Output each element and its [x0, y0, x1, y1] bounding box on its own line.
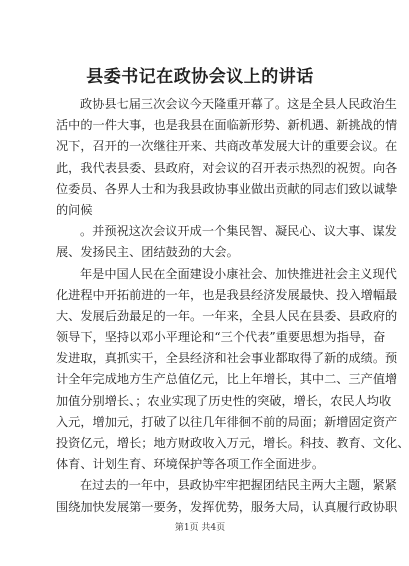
paragraph-3-line-2: 化进程中开拓前进的一年，也是我县经济发展最快、投入增幅最	[56, 287, 398, 302]
document-body	[56, 94, 409, 518]
page-number-footer: 第1页 共4页	[174, 523, 226, 533]
paragraph-1-line-6: 的问候	[56, 202, 93, 217]
paragraph-1-line-4: 此，我代表县委、县政府，对会议的召开表示热烈的祝贺。向各	[56, 160, 398, 175]
paragraph-1-line-3: 况下，召开的一次继往开来、共商改革发展大计的重要会议。在	[56, 139, 398, 154]
document-title: 县委书记在政协会议上的讲话	[86, 67, 314, 87]
paragraph-3-line-3: 大、发展后劲最足的一年。一年来，全县人民在县委、县政府的	[56, 308, 398, 323]
paragraph-3-line-5: 发进取，真抓实干，全县经济和社会事业都取得了新的成绩。预	[56, 351, 398, 366]
paragraph-4-line-1: 在过去的一年中，县政协牢牢把握团结民主两大主题，紧紧	[80, 478, 397, 493]
paragraph-4-line-2: 围绕加快发展第一要务，发挥优势，服务大局，认真履行政协职	[56, 499, 398, 514]
paragraph-3-line-10: 体育、计划生育、环境保护等各项工作全面进步。	[56, 457, 325, 472]
paragraph-1-line-2: 活中的一件大事，也是我县在面临新形势、新机遇、新挑战的情	[56, 118, 398, 133]
paragraph-1-line-1: 政协县七届三次会议今天隆重开幕了。这是全县人民政治生	[80, 97, 397, 111]
paragraph-3-line-8: 入元，增加元，打破了以往几年徘徊不前的局面；新增固定资产	[56, 414, 398, 429]
paragraph-3-line-9: 投资亿元，增长；地方财政收入万元，增长。科技、教育、文化、	[56, 436, 409, 450]
paragraph-1-line-5: 位委员、各界人士和为我县政协事业做出贡献的同志们致以诚挚	[56, 181, 398, 196]
paragraph-2-line-2: 展、发扬民主、团结鼓劲的大会。	[56, 245, 239, 260]
paragraph-3-line-6: 计全年完成地方生产总值亿元，比上年增长，其中二、三产值增	[56, 372, 398, 387]
paragraph-3-line-7: 加值分别增长、；农业实现了历史性的突破，增长，农民人均收	[56, 393, 392, 408]
paragraph-3-line-1: 年是中国人民在全面建设小康社会、加快推进社会主义现代	[80, 266, 397, 281]
paragraph-3-line-4: 领导下，坚持以邓小平理论和“三个代表”重要思想为指导，奋	[56, 330, 386, 345]
paragraph-2-line-1: 。并预祝这次会议开成一个集民智、凝民心、议大事、谋发	[80, 224, 397, 239]
